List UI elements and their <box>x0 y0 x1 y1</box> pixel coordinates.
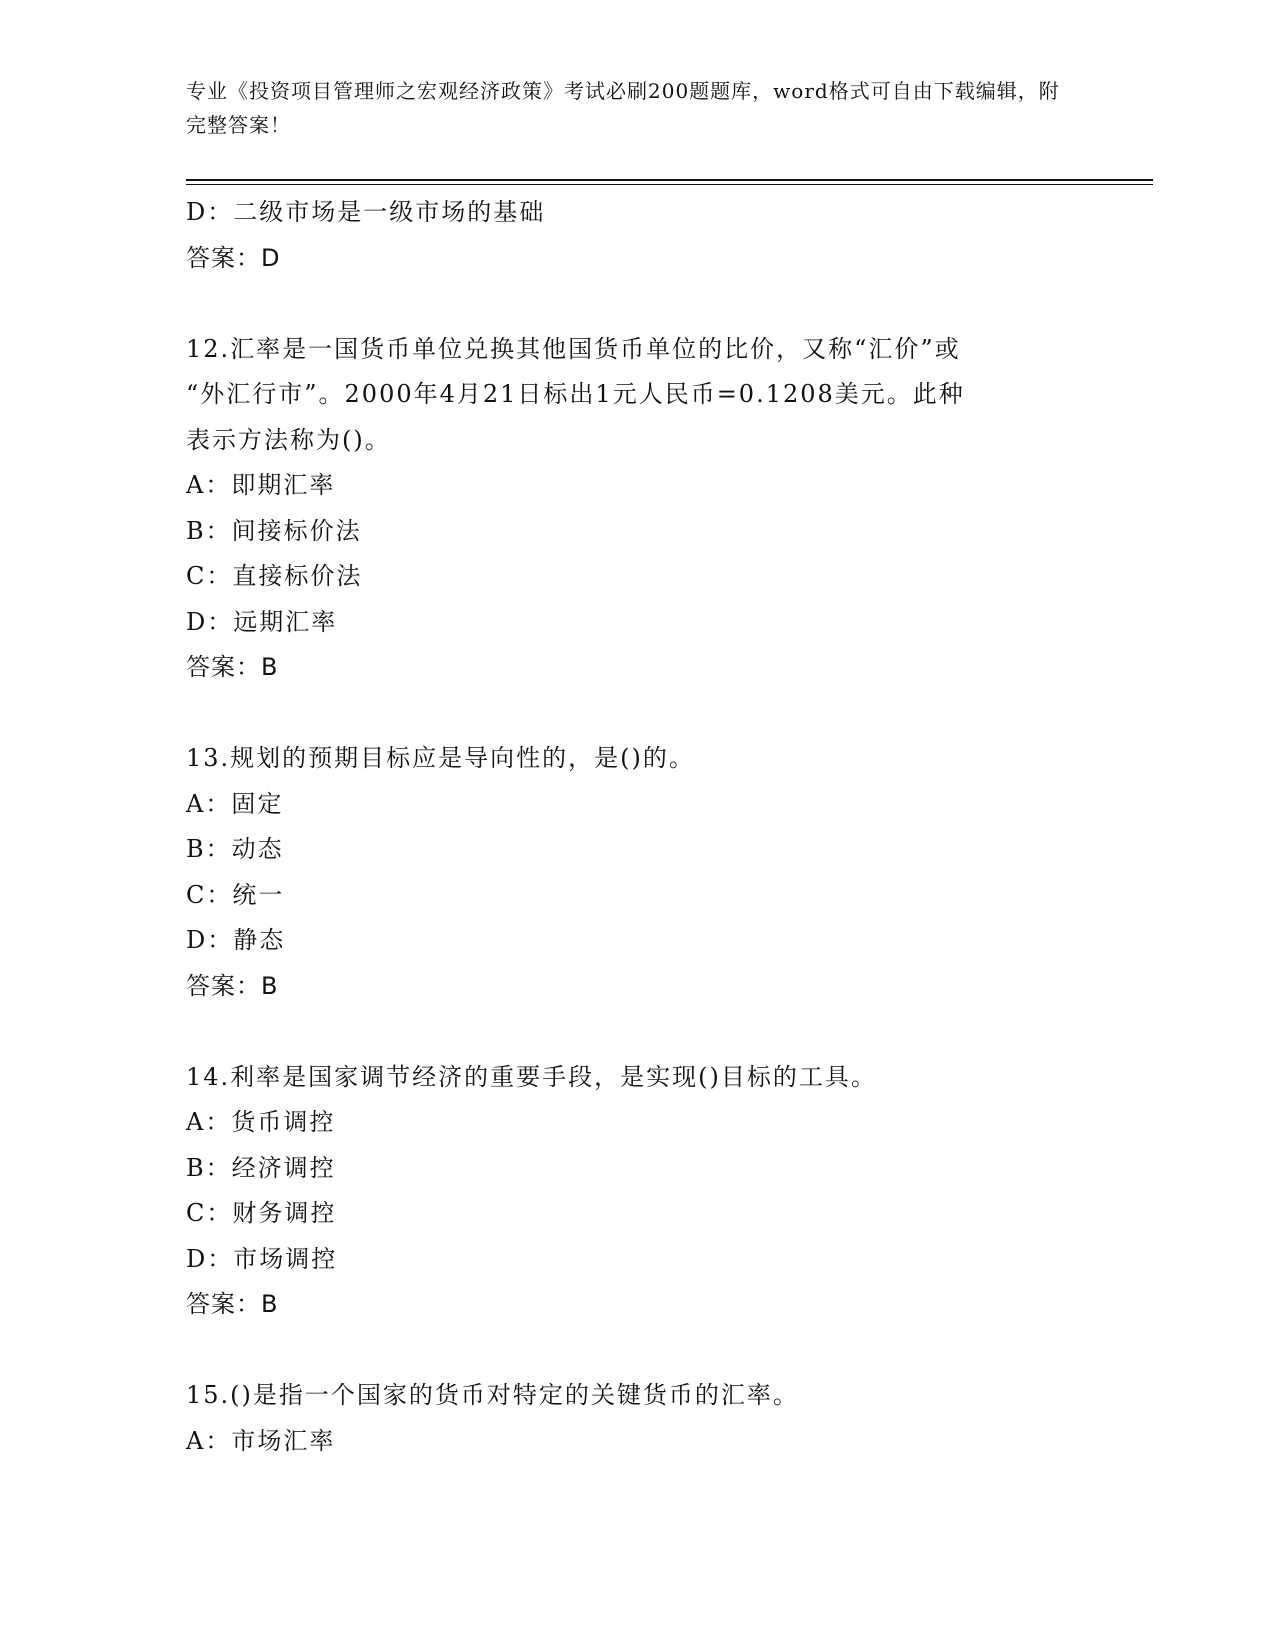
question-13-option-d: D：静态 <box>186 926 286 954</box>
question-13-option-a: A：固定 <box>186 789 284 818</box>
question-13-option-b: B：动态 <box>186 835 284 863</box>
question-12-answer: 答案：B <box>186 653 279 681</box>
question-15-option-a: A：市场汇率 <box>186 1426 336 1455</box>
spacer <box>186 691 1086 737</box>
question-14-option-b: B：经济调控 <box>186 1153 336 1182</box>
question-12-option-b: B：间接标价法 <box>186 516 362 545</box>
question-12-stem-line-2: “外汇行市”。2000年4月21日标出1元人民币=0.1208美元。此种 <box>186 380 965 408</box>
spacer <box>186 1328 1086 1374</box>
question-14-answer: 答案：B <box>186 1290 279 1318</box>
question-14-option-c: C：财务调控 <box>186 1199 337 1227</box>
question-14-stem: 14.利率是国家调节经济的重要手段，是实现()目标的工具。 <box>186 1062 877 1091</box>
previous-option-d: D：二级市场是一级市场的基础 <box>186 198 546 226</box>
question-13-stem: 13.规划的预期目标应是导向性的，是()的。 <box>186 744 695 772</box>
question-12-option-d: D：远期汇率 <box>186 607 338 636</box>
question-12-stem-line-1: 12.汇率是一国货币单位兑换其他国货币单位的比价，又称“汇价”或 <box>186 334 961 363</box>
question-13-option-c: C：统一 <box>186 880 285 909</box>
question-14-option-d: D：市场调控 <box>186 1244 338 1273</box>
document-header: 专业《投资项目管理师之宏观经济政策》考试必刷200题题库，word格式可自由下载编辑，附完整答案！ <box>186 79 1060 137</box>
header-divider-thin <box>186 184 1153 185</box>
spacer <box>186 281 1086 327</box>
question-15-stem: 15.()是指一个国家的货币对特定的关键货币的汇率。 <box>186 1381 799 1409</box>
header-divider-thick <box>186 179 1153 181</box>
question-12-option-a: A：即期汇率 <box>186 471 336 499</box>
question-12-option-c: C：直接标价法 <box>186 562 363 590</box>
question-content <box>186 190 1086 1464</box>
previous-answer: 答案：D <box>186 243 281 272</box>
question-12-stem-line-3: 表示方法称为()。 <box>186 425 391 454</box>
question-14-option-a: A：货币调控 <box>186 1108 336 1136</box>
spacer <box>186 1009 1086 1055</box>
question-13-answer: 答案：B <box>186 971 279 1000</box>
